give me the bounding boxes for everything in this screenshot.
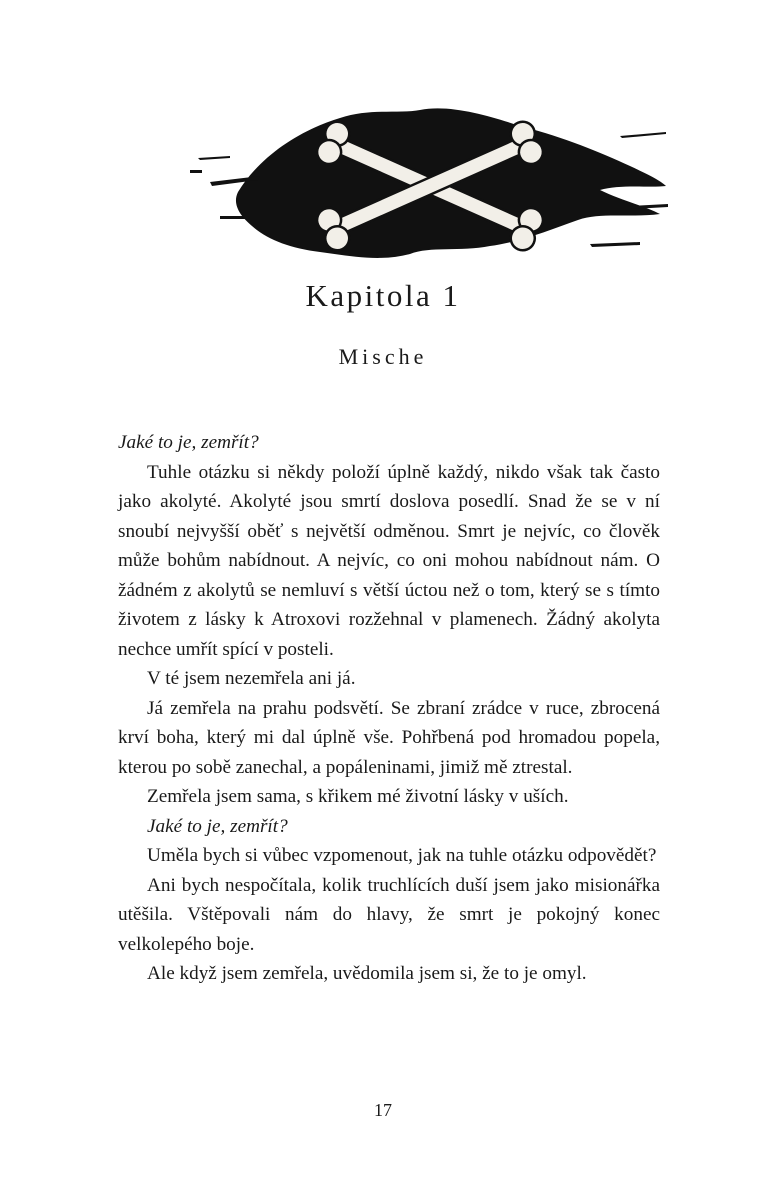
chapter-body <box>118 428 660 989</box>
chapter-subtitle: Mische <box>338 344 428 369</box>
paragraph: Uměla bych si vůbec vzpomenout, jak na tuhle otázku odpovědět? <box>147 845 657 866</box>
paragraph: Jaké to je, zemřít? <box>118 432 259 453</box>
paragraph: Tuhle otázku si někdy položí úplně každý, nikdo však tak často jako akolyté. Akolyté jsou smrtí doslova posedlí. Snad že se v ní snoubí nejvyšší oběť s největší odměnou. Smrt je nejvíc, co člověk může bohům nabídnout. A nejvíc, co oni mohou nabídnout nám. O žádném z akolytů se nemluví s větší úctou než o tom, který se s tímto životem z lásky k Atroxovi rozžehnal v plamenech. Žádný akolyta nechce umřít spící v posteli. <box>118 461 660 660</box>
paragraph: Zemřela jsem sama, s křikem mé životní lásky v uších. <box>147 786 569 807</box>
paragraph: Ale když jsem zemřela, uvědomila jsem si, že to je omyl. <box>147 963 587 984</box>
paragraph: V té jsem nezemřela ani já. <box>147 668 356 689</box>
paragraph: Jaké to je, zemřít? <box>147 815 288 837</box>
crossed-bones-icon <box>190 96 670 266</box>
paragraph: Já zemřela na prahu podsvětí. Se zbraní zrádce v ruce, zbrocená krví boha, který mi dal úplně vše. Pohřbená pod hromadou popela, kterou po sobě zanechal, a popáleninami, jimiž mě ztrestal. <box>118 697 660 778</box>
page-number: 17 <box>374 1100 392 1120</box>
paragraph: Ani bych nespočítala, kolik truchlících duší jsem jako misionářka utěšila. Vštěpovali nám do hlavy, že smrt je pokojný konec velkolepého boje. <box>118 874 660 955</box>
chapter-title: Kapitola 1 <box>305 278 461 313</box>
